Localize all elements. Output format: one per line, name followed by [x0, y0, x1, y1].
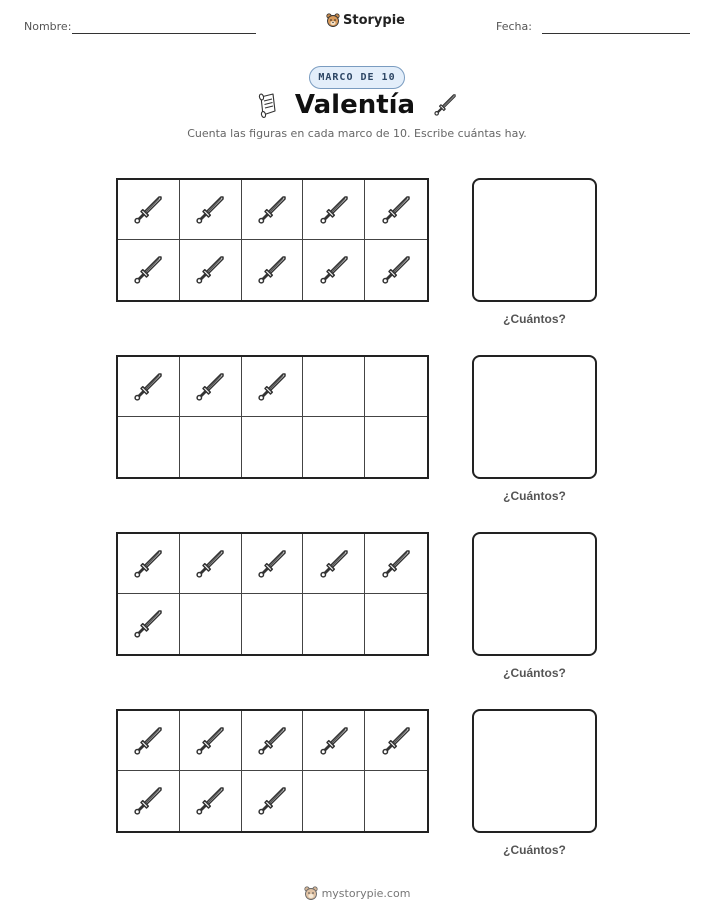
ten-frame-cell	[118, 357, 180, 417]
sword-icon	[378, 192, 414, 228]
name-label: Nombre:	[24, 20, 72, 33]
date-field-line[interactable]	[542, 33, 690, 34]
sword-icon	[378, 723, 414, 759]
answer-box[interactable]	[472, 178, 597, 302]
worksheet-type-badge: MARCO DE 10	[309, 66, 405, 89]
ten-frame-cell	[242, 594, 304, 654]
sword-icon	[192, 783, 228, 819]
ten-frame-cell	[242, 711, 304, 771]
bear-mascot-icon	[304, 886, 318, 901]
sword-icon	[378, 546, 414, 582]
ten-frame-cell	[303, 180, 365, 240]
ten-frame-cell	[118, 771, 180, 831]
ten-frame-cell	[242, 357, 304, 417]
brand-logo	[326, 13, 405, 28]
sword-icon	[192, 369, 228, 405]
sword-icon	[316, 546, 352, 582]
sword-icon	[316, 723, 352, 759]
sword-icon	[192, 252, 228, 288]
sword-icon	[254, 723, 290, 759]
answer-label: ¿Cuántos?	[503, 489, 566, 503]
ten-frame-cell	[365, 771, 427, 831]
sword-icon	[130, 783, 166, 819]
ten-frame-cell	[303, 594, 365, 654]
sword-icon	[130, 252, 166, 288]
sword-icon	[254, 252, 290, 288]
ten-frame-cell	[180, 771, 242, 831]
date-label: Fecha:	[496, 20, 532, 33]
ten-frame-cell	[242, 240, 304, 300]
sword-icon	[254, 783, 290, 819]
answer-label: ¿Cuántos?	[503, 666, 566, 680]
ten-frame-cell	[365, 357, 427, 417]
ten-frame-cell	[303, 240, 365, 300]
sword-icon	[254, 546, 290, 582]
ten-frame-cell	[118, 417, 180, 477]
ten-frame-cell	[242, 771, 304, 831]
sword-icon	[378, 252, 414, 288]
ten-frame-cell	[118, 180, 180, 240]
ten-frame-cell	[242, 180, 304, 240]
name-field-line[interactable]	[72, 33, 256, 34]
sword-icon	[192, 723, 228, 759]
ten-frame-cell	[180, 594, 242, 654]
sword-icon	[192, 546, 228, 582]
instructions: Cuenta las figuras en cada marco de 10. Escribe cuántas hay.	[187, 127, 527, 140]
ten-frame-cell	[303, 771, 365, 831]
ten-frame-cell	[180, 534, 242, 594]
footer-site: mystorypie.com	[321, 887, 411, 900]
ten-frame-cell	[118, 240, 180, 300]
ten-frame-cell	[365, 534, 427, 594]
ten-frame-cell	[242, 534, 304, 594]
ten-frame-cell	[180, 240, 242, 300]
sword-icon	[316, 192, 352, 228]
brand-name: Storypie	[343, 13, 405, 28]
ten-frame-cell	[118, 534, 180, 594]
ten-frame-cell	[180, 357, 242, 417]
ten-frame-cell	[303, 357, 365, 417]
ten-frame	[116, 709, 429, 833]
ten-frame-cell	[180, 417, 242, 477]
ten-frame	[116, 532, 429, 656]
ten-frame-cell	[303, 534, 365, 594]
answer-box[interactable]	[472, 532, 597, 656]
sword-icon	[254, 369, 290, 405]
ten-frame	[116, 178, 429, 302]
ten-frame	[116, 355, 429, 479]
ten-frame-cell	[365, 711, 427, 771]
answer-box[interactable]	[472, 709, 597, 833]
ten-frame-cell	[118, 711, 180, 771]
ten-frame-cell	[303, 711, 365, 771]
sword-icon	[316, 252, 352, 288]
footer	[0, 886, 714, 901]
sword-icon	[431, 90, 459, 120]
ten-frame-cell	[365, 594, 427, 654]
answer-label: ¿Cuántos?	[503, 843, 566, 857]
sword-icon	[254, 192, 290, 228]
title-row	[0, 90, 714, 120]
bear-mascot-icon	[326, 13, 340, 28]
ten-frame-cell	[180, 180, 242, 240]
sword-icon	[130, 723, 166, 759]
sword-icon	[192, 192, 228, 228]
scroll-icon	[255, 91, 279, 119]
ten-frame-cell	[365, 417, 427, 477]
sword-icon	[130, 369, 166, 405]
sword-icon	[130, 546, 166, 582]
ten-frame-cell	[303, 417, 365, 477]
ten-frame-cell	[118, 594, 180, 654]
ten-frame-cell	[365, 180, 427, 240]
ten-frame-cell	[365, 240, 427, 300]
ten-frame-cell	[180, 711, 242, 771]
sword-icon	[130, 606, 166, 642]
answer-label: ¿Cuántos?	[503, 312, 566, 326]
sword-icon	[130, 192, 166, 228]
answer-box[interactable]	[472, 355, 597, 479]
page-title: Valentía	[294, 90, 416, 120]
ten-frame-cell	[242, 417, 304, 477]
